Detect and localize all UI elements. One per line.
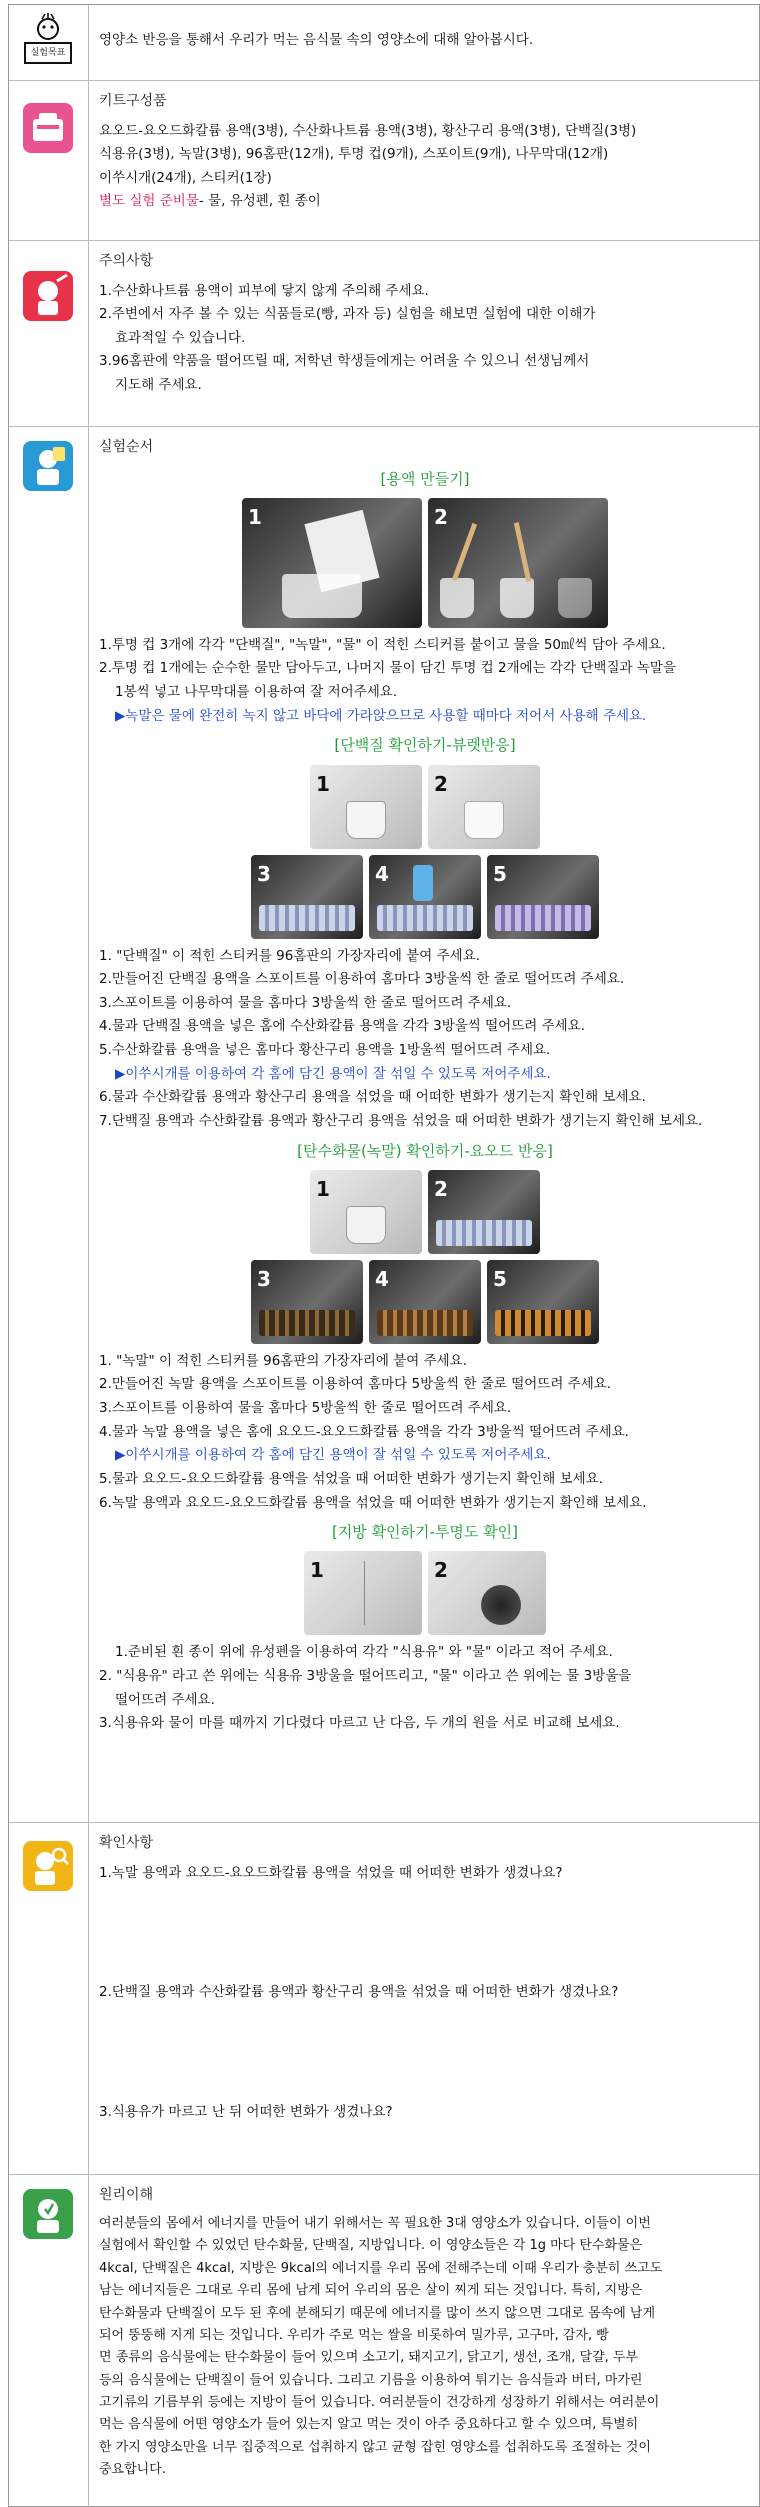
kit-extra-label: 별도 실험 준비물 xyxy=(99,193,199,210)
protein-photo-3: 3 xyxy=(251,855,363,939)
protein-photo-1: 1 xyxy=(310,765,422,849)
principle-icon xyxy=(23,2189,73,2239)
answer-space[interactable] xyxy=(99,1885,751,1981)
principle-line: 실험에서 확인할 수 있었던 탄수화물, 단백질, 지방입니다. 이 영양소들은 각 1g 마다 탄수화물은 xyxy=(99,2238,643,2254)
kit-extra-line xyxy=(99,190,751,214)
protein-step: 1. "단백질" 이 적힌 스티커를 96홈판의 가장자리에 붙여 주세요. xyxy=(99,947,481,964)
worksheet-frame xyxy=(8,4,760,2507)
intro-row xyxy=(9,5,759,81)
intro-text: 영양소 반응을 통해서 우리가 먹는 음식물 속의 영양소에 대해 알아봅시다. xyxy=(99,32,534,48)
caution-item: 2.주변에서 자주 볼 수 있는 식품들로(빵, 과자 등) 실험을 해보면 실험에 대한 이해가 xyxy=(99,306,596,323)
caution-title: 주의사항 xyxy=(99,253,154,269)
protein-step: 3.스포이트를 이용하여 물을 홈마다 3방울씩 한 줄로 떨어뜨려 주세요. xyxy=(99,994,512,1011)
starch-step: 3.스포이트를 이용하여 물을 홈마다 5방울씩 한 줄로 떨어뜨려 주세요. xyxy=(99,1400,512,1416)
procedure-title: 실험순서 xyxy=(99,439,154,455)
principle-line: 한 가지 영양소만을 너무 집중적으로 섭취하지 않고 균형 잡힌 영양소를 섭취하도록 조절하는 것이 xyxy=(99,2439,651,2455)
starch-photo-5: 5 xyxy=(487,1260,599,1344)
caution-icon xyxy=(23,271,73,321)
starch-step: 6.녹말 용액과 요오드-요오드화칼륨 용액을 섞었을 때 어떠한 변화가 생기는지 확인해 보세요. xyxy=(99,1494,647,1511)
fat-photo-1: 1 xyxy=(304,1551,422,1635)
kit-box-icon xyxy=(23,103,73,153)
principle-line: 여러분들의 몸에서 에너지를 만들어 내기 위해서는 꼭 필요한 3대 영양소가 있습니다. 이들이 이번 xyxy=(99,2216,651,2232)
protein-step: 4.물과 단백질 용액을 넣은 홈에 수산화칼륨 용액을 각각 3방울씩 떨어뜨려 주세요. xyxy=(99,1018,585,1035)
check-question: 3.식용유가 마르고 난 뒤 어떠한 변화가 생겼나요? xyxy=(99,2103,393,2120)
solution-photo-2: 2 xyxy=(428,498,608,628)
answer-space[interactable] xyxy=(99,2005,751,2101)
principle-line: 먹는 음식물에 어떤 영양소가 들어 있는지 알고 먹는 것이 아주 중요하다고 할 수 있으며, 특별히 xyxy=(99,2417,639,2433)
section-heading-solution: [용액 만들기] xyxy=(380,469,470,488)
principle-line: 면 종류의 음식물에는 탄수화물이 들어 있으며 소고기, 돼지고기, 닭고기, 생선, 조개, 달걀, 두부 xyxy=(99,2350,639,2366)
protein-step: 7.단백질 용액과 수산화칼륨 용액과 황산구리 용액을 섞었을 때 어떠한 변화가 생기는지 확인해 보세요. xyxy=(99,1112,703,1129)
starch-photos-top xyxy=(99,1170,751,1254)
starch-step: 4.물과 녹말 용액을 넣은 홈에 요오드-요오드화칼륨 용액을 각각 3방울씩 떨어뜨려 주세요. xyxy=(99,1423,629,1440)
kit-row xyxy=(9,81,759,241)
fat-step: 떨어뜨려 주세요. xyxy=(115,1691,215,1708)
solution-note: ▶녹말은 물에 완전히 녹지 않고 바닥에 가라앉으므로 사용할 때마다 저어서 사용해 주세요. xyxy=(115,707,647,724)
check-title: 확인사항 xyxy=(99,1835,154,1851)
starch-photo-3: 3 xyxy=(251,1260,363,1344)
principle-body xyxy=(99,2213,751,2481)
solution-step: 2.투명 컵 1개에는 순수한 물만 담아두고, 나머지 물이 담긴 투명 컵 2개에는 각각 단백질과 녹말을 xyxy=(99,660,676,677)
section-heading-fat: [지방 확인하기-투명도 확인] xyxy=(331,1523,519,1542)
starch-step: 2.만들어진 녹말 용액을 스포이트를 이용하여 홈마다 5방울씩 한 줄로 떨어뜨려 주세요. xyxy=(99,1376,612,1393)
principle-line: 4kcal, 단백질은 4kcal, 지방은 9kcal의 에너지를 우리 몸에 전해주는데 이때 우리가 충분히 쓰고도 xyxy=(99,2260,663,2276)
check-question: 2.단백질 용액과 수산화칼륨 용액과 황산구리 용액을 섞었을 때 어떠한 변화가 생겼나요? xyxy=(99,1984,619,2001)
fat-step: 3.식용유와 물이 마를 때까지 기다렸다 마르고 난 다음, 두 개의 원을 서로 비교해 보세요. xyxy=(99,1715,620,1732)
kit-item: 이쑤시개(24개), 스티커(1장) xyxy=(99,169,272,186)
protein-photo-2: 2 xyxy=(428,765,540,849)
fat-step: 1.준비된 흰 종이 위에 유성펜을 이용하여 각각 "식용유" 와 "물" 이라고 적어 주세요. xyxy=(115,1644,613,1661)
check-icon xyxy=(23,1841,73,1891)
principle-line: 남는 에너지들은 그대로 우리 몸에 남게 되어 우리의 몸은 살이 찌게 되는 것입니다. 특히, 지방은 xyxy=(99,2283,643,2299)
solution-step: 1봉씩 넣고 나무막대를 이용하여 잘 저어주세요. xyxy=(115,684,398,700)
solution-photos xyxy=(99,498,751,628)
intro-icon-cell xyxy=(9,5,89,80)
caution-item: 효과적일 수 있습니다. xyxy=(115,329,246,346)
experiment-goal-label: 실험목표 xyxy=(30,48,66,58)
check-question: 1.녹말 용액과 요오드-요오드화칼륨 용액을 섞었을 때 어떠한 변화가 생겼나요? xyxy=(99,1864,563,1881)
starch-photos-bottom xyxy=(99,1260,751,1344)
protein-photos-top xyxy=(99,765,751,849)
protein-step: 5.수산화칼륨 용액을 넣은 홈마다 황산구리 용액을 1방울씩 떨어뜨려 주세요. xyxy=(99,1042,551,1058)
principle-title: 원리이해 xyxy=(99,2187,154,2203)
principle-line: 고기류의 기름부위 등에는 지방이 들어 있습니다. 여러분들이 건강하게 성장하기 위해서는 여러분이 xyxy=(99,2394,660,2410)
fat-step: 2. "식용유" 라고 쓴 위에는 식용유 3방울을 떨어뜨리고, "물" 이라고 쓴 위에는 물 3방울을 xyxy=(99,1668,632,1684)
kit-title: 키트구성품 xyxy=(99,93,167,109)
protein-note: ▶이쑤시개를 이용하여 각 홈에 담긴 용액이 잘 섞일 수 있도록 저어주세요. xyxy=(115,1065,551,1082)
kit-item: 요오드-요오드화칼륨 용액(3병), 수산화나트륨 용액(3병), 황산구리 용액(3병), 단백질(3병) xyxy=(99,122,637,139)
caution-item: 3.96홈판에 약품을 떨어뜨릴 때, 저학년 학생들에게는 어려울 수 있으니 선생님께서 xyxy=(99,353,590,370)
starch-step: 1. "녹말" 이 적힌 스티커를 96홈판의 가장자리에 붙여 주세요. xyxy=(99,1352,468,1369)
protein-step: 2.만들어진 단백질 용액을 스포이트를 이용하여 홈마다 3방울씩 한 줄로 떨어뜨려 주세요. xyxy=(99,971,625,988)
starch-step: 5.물과 요오드-요오드화칼륨 용액을 섞었을 때 어떠한 변화가 생기는지 확인해 보세요. xyxy=(99,1470,604,1487)
experiment-goal-icon xyxy=(19,13,77,69)
caution-item: 1.수산화나트륨 용액이 피부에 닿지 않게 주의해 주세요. xyxy=(99,282,429,299)
section-heading-starch: [탄수화물(녹말) 확인하기-요오드 반응] xyxy=(297,1141,553,1160)
kit-extra-text: - 물, 유성펜, 흰 종이 xyxy=(198,193,321,210)
procedure-icon xyxy=(23,441,73,491)
fat-photos xyxy=(99,1551,751,1635)
solution-step: 1.투명 컵 3개에 각각 "단백질", "녹말", "물" 이 적힌 스티커를 붙이고 물을 50㎖씩 담아 주세요. xyxy=(99,636,666,653)
starch-photo-1: 1 xyxy=(310,1170,422,1254)
protein-photo-4: 4 xyxy=(369,855,481,939)
protein-photo-5: 5 xyxy=(487,855,599,939)
principle-line: 중요합니다. xyxy=(99,2462,166,2478)
protein-step: 6.물과 수산화칼륨 용액과 황산구리 용액을 섞었을 때 어떠한 변화가 생기는지 확인해 보세요. xyxy=(99,1089,646,1106)
principle-line: 탄수화물과 단백질이 모두 된 후에 분해되기 때문에 에너지를 많이 쓰지 않으면 그대로 몸속에 남게 xyxy=(99,2305,656,2321)
starch-note: ▶이쑤시개를 이용하여 각 홈에 담긴 용액이 잘 섞일 수 있도록 저어주세요. xyxy=(115,1447,551,1464)
caution-row xyxy=(9,241,759,427)
procedure-row xyxy=(9,427,759,1823)
solution-photo-1: 1 xyxy=(242,498,422,628)
principle-row xyxy=(9,2175,759,2507)
section-heading-protein: [단백질 확인하기-뷰렛반응] xyxy=(334,736,516,755)
principle-line: 되어 뚱뚱해 지게 되는 것입니다. 우리가 주로 먹는 쌀을 비롯하여 밀가루, 고구마, 감자, 빵 xyxy=(99,2327,609,2343)
starch-photo-2: 2 xyxy=(428,1170,540,1254)
protein-photos-bottom xyxy=(99,855,751,939)
principle-line: 등의 음식물에는 단백질이 들어 있습니다. 그리고 기름을 이용하여 튀기는 음식들과 버터, 마가린 xyxy=(99,2372,643,2388)
check-row xyxy=(9,1823,759,2175)
starch-photo-4: 4 xyxy=(369,1260,481,1344)
caution-item: 지도해 주세요. xyxy=(115,377,202,393)
kit-item: 식용유(3병), 녹말(3병), 96홈판(12개), 투명 컵(9개), 스포이트(9개), 나무막대(12개) xyxy=(99,146,609,163)
fat-photo-2: 2 xyxy=(428,1551,546,1635)
